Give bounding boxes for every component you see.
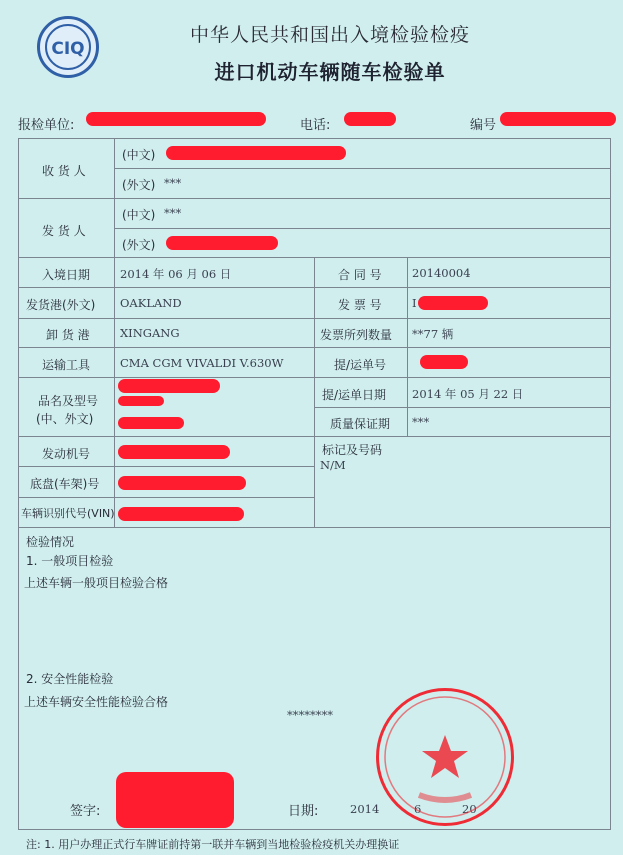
redaction-invoice [418,296,488,310]
transport-label: 运输工具 [42,358,91,372]
port-unload-value: XINGANG [120,326,180,340]
invoice-qty-label: 发票所列数量 [320,328,393,342]
number-label: 编号 [470,118,497,133]
consignee-foreign-value: *** [164,176,182,190]
sign-label: 签字: [70,804,101,819]
bill-date-label: 提/运单日期 [322,388,387,402]
redaction-chassis [118,476,246,490]
official-stamp [376,688,514,826]
date-day: 20 [462,802,477,816]
transport-value: CMA CGM VIVALDI V.630W [120,356,284,370]
redaction-engine [118,445,230,459]
warranty-value: *** [412,415,430,429]
logo-text: CIQ [51,39,85,59]
safety-title: 2. 安全性能检验 [26,672,114,686]
redaction-number [500,112,616,126]
consignor-label: 发 货 人 [42,224,86,238]
consignor-cn-label: (中文) [122,208,156,222]
redaction-consignor-foreign [166,236,278,250]
date-month: 6 [414,802,422,816]
invoice-qty-value: **77 辆 [412,327,454,341]
redaction-signature [116,772,234,828]
title-line2: 进口机动车辆随车检验单 [214,60,446,84]
contract-value: 20140004 [412,266,471,280]
vin-label: 车辆识别代号(VIN) [21,507,115,520]
date-label: 日期: [288,804,319,819]
entry-date-value: 2014 年 06 月 06 日 [120,267,232,281]
redaction-phone [344,112,396,126]
invoice-label: 发 票 号 [338,298,382,312]
inspection-title: 检验情况 [26,535,75,549]
phone-label: 电话: [300,118,331,133]
stars-text: ******** [287,708,333,722]
consignee-label: 收 货 人 [42,164,86,178]
port-ship-label: 发货港(外文) [26,298,96,312]
port-unload-label: 卸 货 港 [46,328,90,342]
product-label-1: 品名及型号 [38,394,99,408]
invoice-prefix: I [412,296,417,310]
chassis-label: 底盘(车架)号 [30,477,100,491]
warranty-label: 质量保证期 [330,417,391,431]
general-result: 上述车辆一般项目检验合格 [24,576,169,590]
redaction-bill-no [420,355,468,369]
consignee-foreign-label: (外文) [122,178,156,192]
redaction-vin [118,507,244,521]
applicant-label: 报检单位: [18,118,75,133]
engine-label: 发动机号 [42,447,91,461]
title-line1: 中华人民共和国出入境检验检疫 [189,24,470,46]
product-label-2: (中、外文) [36,412,94,426]
redaction-product-2 [118,396,164,406]
marks-value: N/M [320,458,346,472]
ciq-logo-icon [40,19,96,75]
redaction-product-3 [118,417,184,429]
port-ship-value: OAKLAND [120,296,182,310]
general-title: 1. 一般项目检验 [26,554,114,568]
consignor-cn-value: *** [164,206,182,220]
stamp-star-icon [379,691,511,823]
consignor-foreign-label: (外文) [122,238,156,252]
consignee-cn-label: (中文) [122,148,156,162]
marks-label: 标记及号码 [322,443,383,457]
redaction-consignee-cn [166,146,346,160]
safety-result: 上述车辆安全性能检验合格 [24,695,169,709]
bill-no-label: 提/运单号 [334,358,387,372]
contract-label: 合 同 号 [338,268,382,282]
entry-date-label: 入境日期 [42,268,91,282]
redaction-product-1 [118,379,220,393]
bill-date-value: 2014 年 05 月 22 日 [412,387,524,401]
date-year: 2014 [350,802,380,816]
redaction-applicant [86,112,266,126]
ciq-logo [37,16,99,78]
footer-note: 注: 1. 用户办理正式行车牌证前持第一联并车辆到当地检验检疫机关办理换证 [26,838,400,851]
